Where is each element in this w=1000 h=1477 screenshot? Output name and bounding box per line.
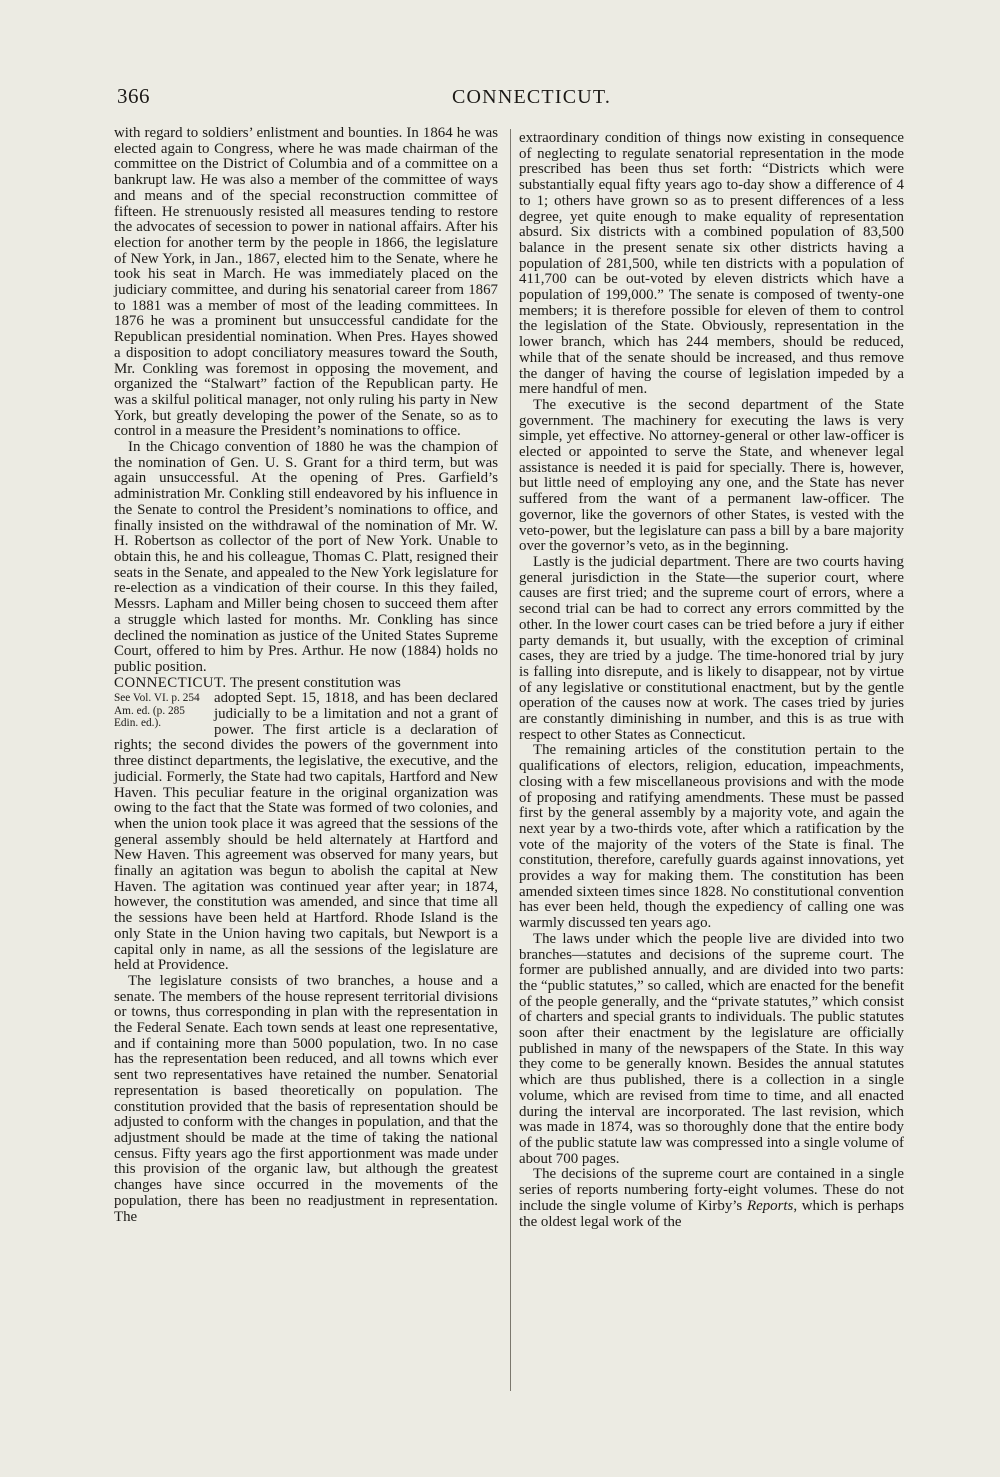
section-heading-line [114,676,498,692]
page-number: 366 [117,84,150,108]
margin-note: See Vol. VI. p. 254 Am. ed. (p. 285 Edin. ed.). [114,692,200,729]
paragraph-text: The decisions of the supreme court are contained in a single series of reports numbering forty-eight volumes. These do not include the single volume of Kirby’s [519,1166,904,1214]
paragraph [519,1167,904,1230]
paragraph: The remaining articles of the constitution pertain to the qualifications of electors, religion, education, impeachments, closing with a few miscellaneous provisions and with the mode of proposing and ratifying amendments. These must be passed first by the general assembly by a majority vote, and again the next year by a two-thirds vote, after which a ratification by the vote of the majority of the voters of the State is final. The constitution, therefore, carefully guards against innovations, yet provides a way for making them. The constitution has been amended sixteen times since 1828. No constitutional convention has ever been held, though the expediency of calling one was warmly discussed ten years ago. [519,742,904,932]
left-column [114,126,498,1225]
heading-continuation: The present constitution was [229,674,401,691]
paragraph-text: , which is perhaps the oldest legal work of the [519,1197,904,1230]
paragraph: with regard to soldiers’ enlistment and bounties. In 1864 he was elected again to Congress, where he was made chairman of the committee on the District of Columbia and of a committee on a bankrupt law. He was also a member of the committee of ways and means and of the special reconstruction committee of fifteen. He strenuously resisted all measures tending to restore the advocates of secession to power in national affairs. After his election for another term by the people in 1866, the legislature of New York, in Jan., 1867, elected him to the Senate, where he took his seat in March. He was immediately placed on the judiciary committee, and during his senatorial career from 1867 to 1881 was a member of most of the leading committees. In 1876 he was a prominent but unsuccessful candidate for the Republican presidential nomination. When Pres. Hayes showed a disposition to adopt conciliatory measures toward the South, Mr. Conkling was foremost in opposing the movement, and organized the “Stalwart” faction of the Republican party. He was a skilful political manager, not only ruling his party in New York, but greatly developing the power of the Senate, so as to control in a measure the President’s nominations to office. [114,125,498,440]
right-column [519,131,904,1230]
paragraph: The laws under which the people live are divided into two branches—statutes and decisions of the supreme court. The former are published annually, and are divided into two parts: the “public statutes,” so called, which are enacted for the benefit of the people generally, and the “private statutes,” which consist of charters and special grants to individuals. The public statutes soon after their enactment by the legislature are officially published in many of the newspapers of the State. In this way they come to be generally known. Besides the annual statutes which are thus published, there is a collection in a single volume, which are revised from time to time, and all enacted during the interval are incorporated. The last revision, which was made in 1874, was so thoroughly done that the entire body of the public statute law was compressed into a single volume of about 700 pages. [519,930,904,1167]
paragraph: In the Chicago convention of 1880 he was the champion of the nomination of Gen. U. S. Grant for a third term, but was again unsuccessful. At the opening of Pres. Garfield’s administration Mr. Conkling still endeavored by his influence in the Senate to control the President’s nominations to office, and finally insisted on the withdrawal of the nomination of Mr. W. H. Robertson as collector of the port of New York. Unable to obtain this, he and his colleague, Thomas C. Platt, resigned their seats in the Senate, and appealed to the New York legislature for re-election as a vindication of their course. In this they failed, Messrs. Lapham and Miller being chosen to succeed them after a struggle which lasted for months. Mr. Conkling has since declined the nomination as justice of the United States Supreme Court, offered to him by Pres. Arthur. He now (1884) holds no public position. [114,439,498,675]
paragraph: Lastly is the judicial department. There are two courts having general jurisdiction in the State—the superior court, where causes are first tried; and the supreme court of errors, where a second trial can be had to correct any errors committed by the other. In the lower court cases can be tried before a jury if either party demands it, but usually, with the exception of criminal cases, they are tried by a judge. The time-honored trial by jury is falling into disrepute, and is likely to disappear, not by virtue of any legislative or constitutional enactment, but by the gentle operation of the causes now at work. The cases tried by juries are constantly diminishing in number, and this is as true with respect to other States as Connecticut. [519,553,904,743]
paragraph: extraordinary condition of things now existing in consequence of neglecting to regulate senatorial representation in the mode prescribed has been thus set forth: “Districts which were substantially equal fifty years ago to-day show a difference of 4 to 1; others have grown so as to present differences of a less degree, yet quite enough to make equality of representation absurd. Six districts with a combined population of 83,500 balance in the present senate six other districts having a population of 281,500, while ten districts with a population of 411,700 can be out-voted by eleven districts which have a population of 199,000.” The senate is composed of twenty-one members; it is therefore possible for eleven of them to control the legislation of the State. Obviously, representation in the lower branch, which has 244 members, should be reduced, while that of the senate should be increased, and thus remove the danger of having the course of legislation impeded by a mere handful of men. [519,130,904,398]
italic-title: Reports [746,1197,794,1214]
section-heading: CONNECTICUT. [114,674,227,691]
column-rule [510,129,511,1391]
running-head: CONNECTICUT. [452,86,612,108]
paragraph [114,691,498,974]
paragraph: The executive is the second department of the State government. The machinery for executing the laws is very simple, yet effective. No attorney-general or other law-officer is elected or appointed to serve the State, and whenever legal assistance is needed it is paid for specially. There is, however, but little need of employing any one, and the State has never suffered from the want of a permanent law-officer. The governor, like the governors of other States, is vested with the veto-power, but the legislature can pass a bill by a bare majority over the governor’s veto, as in the beginning. [519,396,904,555]
paragraph: The legislature consists of two branches, a house and a senate. The members of the house represent territorial divisions or towns, thus corresponding in plan with the representation in the Federal Senate. Each town sends at least one representative, and if containing more than 5000 population, two. In no case has the representation been reduced, and all towns which ever sent two representatives have retained the number. Senatorial representation is based theoretically on population. The constitution provided that the basis of representation should be adjusted to conform with the changes in population, and that the adjustment should be made at the time of taking the national census. Fifty years ago the first apportionment was made under this provision of the organic law, but although the greatest changes have since occurred in the movements of the population, there has been no readjustment in representation. The [114,972,498,1225]
paragraph-text: adopted Sept. 15, 1818, and has been declared judicially to be a limitation and not a grant of power. The first article is a declaration of rights; the second divides the powers of the government into three distinct departments, the legislative, the executive, and the judicial. Formerly, the State had two capitals, Hartford and New Haven. This peculiar feature in the original organization was owing to the fact that the State was formed of two colonies, and when the union took place it was agreed that the sessions of the general assembly should be held alternately at Hartford and New Haven. This agreement was observed for many years, but finally an agitation was begun to abolish the capital at New Haven. The agitation was continued year after year; in 1874, however, the constitution was amended, and since that time all the sessions have been held at Hartford. Rhode Island is the only State in the Union having two capitals, but Newport is a capital only in name, as all the sessions of the legislature are held at Providence. [114,690,498,974]
